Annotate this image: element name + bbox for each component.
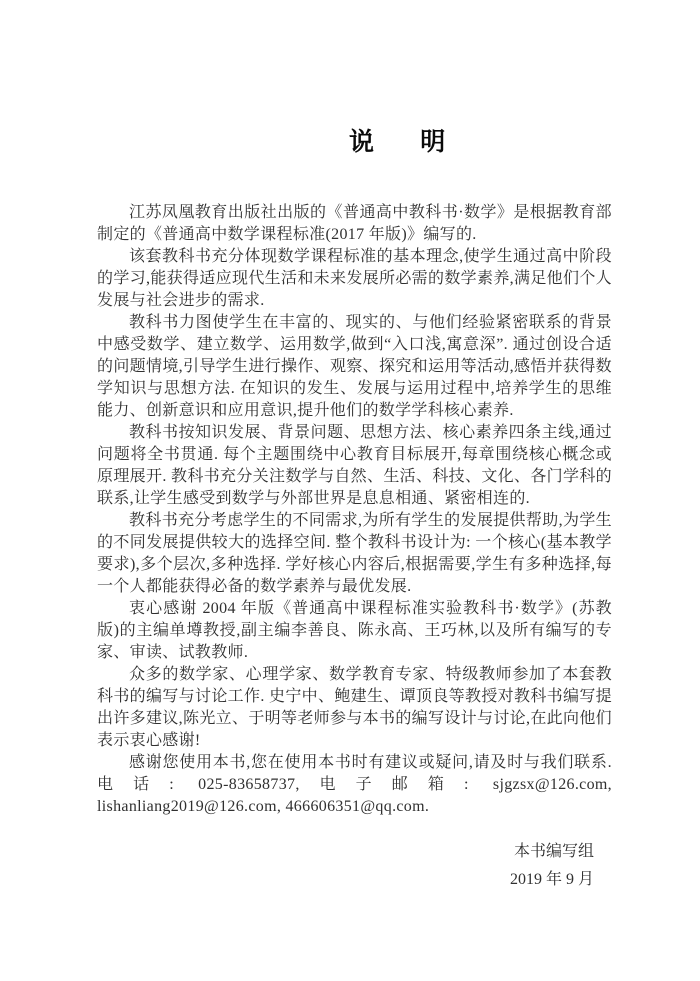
signature-block <box>97 838 612 894</box>
paragraph-student-needs: 教科书充分考虑学生的不同需求,为所有学生的发展提供帮助,为学生的不同发展提供较大的选择空间. 整个教科书设计为: 一个核心(基本教学要求),多个层次,多种选择. 学好核心内容后,根据需要,学生有多种选择,每一个人都能获得必备的数学素养与最优发展. <box>97 512 612 595</box>
paragraph-publisher-intro: 江苏凤凰教育出版社出版的《普通高中教科书·数学》是根据教育部制定的《普通高中数学课程标准(2017 年版)》编写的. <box>97 204 612 243</box>
paragraph-contact-info: 感谢您使用本书,您在使用本书时有建议或疑问,请及时与我们联系.电话: 025-83658737,电子邮箱: sjgzsx@126.com, lishanliang2019@126.com, 466606351@qq.com. <box>97 754 612 815</box>
signature-date: 2019 年 9 月 <box>509 871 594 888</box>
paragraph-thanks-previous-editors: 衷心感谢 2004 年版《普通高中课程标准实验教科书·数学》(苏教版)的主编单墫教授,副主编李善良、陈永高、王巧林,以及所有编写的专家、审读、试教教师. <box>97 600 612 661</box>
preface-body <box>97 202 612 818</box>
signature-author: 本书编写组 <box>513 843 594 860</box>
paragraph-four-main-lines: 教科书按知识发展、背景问题、思想方法、核心素养四条主线,通过问题将全书贯通. 每个主题围绕中心教育目标展开,每章围绕核心概念或原理展开. 教科书充分关注数学与自然、生活、科技、文化、各门学科的联系,让学生感受到数学与外部世界是息息相通、紧密相连的. <box>97 424 612 507</box>
paragraph-learning-context: 教科书力图使学生在丰富的、现实的、与他们经验紧密联系的背景中感受数学、建立数学、运用数学,做到“入口浅,寓意深”. 通过创设合适的问题情境,引导学生进行操作、观察、探究和运用等活动,感悟并获得数学知识与思想方法. 在知识的发生、发展与运用过程中,培养学生的思维能力、创新意识和应用意识,提升他们的数学学科核心素养. <box>97 314 612 419</box>
paragraph-thanks-contributors: 众多的数学家、心理学家、数学教育专家、特级教师参加了本套教科书的编写与讨论工作. 史宁中、鲍建生、谭顶良等教授对教科书编写提出许多建议,陈光立、于明等老师参与本书的编写设计与讨论,在此向他们表示衷心感谢! <box>97 666 612 749</box>
page-title: 说明 <box>349 128 492 156</box>
paragraph-basic-philosophy: 该套教科书充分体现数学课程标准的基本理念,使学生通过高中阶段的学习,能获得适应现代生活和未来发展所必需的数学素养,满足他们个人发展与社会进步的需求. <box>97 248 612 309</box>
